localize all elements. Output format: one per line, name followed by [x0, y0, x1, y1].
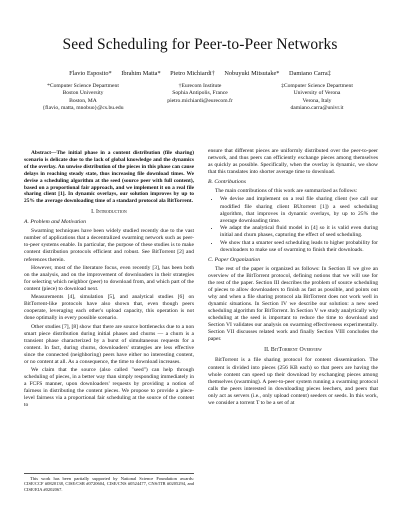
affiliation-line: Boston, MA	[69, 97, 97, 104]
subsection-heading: C. Paper Organization	[208, 256, 261, 263]
paragraph: BitTorrent is a file sharing protocol for content dissemination. The content is divided into pieces (256 KB each) so that peers are having the whole content can speed up their download by exchanging pieces among themselves (swarming). A peer-to-peer system running a swarming protocol calls the peers interested in downloading pieces leechers, and peers that only act as servers (i.e., only upload content) seeders or seeds. In this work, we consider a torrent T to be a set of at	[208, 357, 378, 406]
affiliation-email: pietro.michiardi@eurecom.fr	[167, 97, 233, 104]
affiliation-line: ‡Computer Science Department	[281, 83, 353, 89]
affiliation-line: Verona, Italy	[302, 97, 332, 104]
author: Flavio Esposito*	[69, 70, 112, 77]
author-list	[0, 70, 400, 77]
affiliation-line: Boston University	[62, 90, 104, 97]
contribution-list	[208, 196, 378, 253]
affiliation-line: Sophia Antipolis, France	[172, 90, 228, 97]
list-item: • We devise and implement on a real file sharing client (we call our modified file sharing client BUtorrent [1]) a seed scheduling algorithm, that improves in dynamic overlays, by up to 25% the average downloading time.	[220, 196, 378, 224]
affiliation-line: *Computer Science Department	[47, 83, 119, 89]
affiliation-bu	[28, 83, 138, 113]
footnote-text: This work has been partially supported by National Science Foundation awards: CISE/CCF #0820138, CISE/CSR #0720604, CISE/CNS #0524477, CNS/ITR #0205294, and CISE/EIA #0202067.	[24, 476, 194, 492]
list-item: • We show that a smarter seed scheduling leads to higher probability for downloaders to make use of swarming to finish their downloads.	[220, 240, 378, 254]
affiliation-line: †Eurecom Institute	[178, 83, 222, 89]
affiliation-line: University of Verona	[293, 90, 341, 97]
affiliation-eurecom	[145, 83, 255, 105]
paragraph: Other studies [7], [8] show that there are source bottlenecks due to a non smart piece distribution during initial phases and churns — a churn is a transient phase characterized by a burst of simultaneous requests for a content. In fact, during churns, downloaders' strategies are less effective since the connected (neighboring) peers have either no interesting content, or no content at all. As a consequence, the time to download increases.	[24, 323, 194, 365]
affiliation-email: damiano.carra@univr.it	[290, 105, 344, 112]
left-column	[24, 150, 194, 410]
author: Nobuyuki Mitsutake*	[224, 70, 280, 77]
paragraph: Swarming techniques have been widely studied recently due to the vast number of applications that a decentralized swarming network such as peer-to-peer systems enable. In particular, the purpose of these studies is to make content distribution protocols efficient and robust. See BitTorrent [2] and references therein.	[24, 228, 194, 263]
footnote	[24, 473, 194, 492]
right-column	[208, 148, 378, 408]
paragraph: The rest of the paper is organized as follows: In Section II we give an overview of the BitTorrent protocol, defining notions that we will use for the rest of the paper. Section III describes the problem of source scheduling of pieces to allow downloaders to finish as fast as possible, and points out why and when a file sharing protocol ala BitTorrent does not work well in dynamic situations. In Section IV we describe our solution: a new seed scheduling algorithm for BitTorrent. In Section V we study analytically why scheduling at the seed is important to reduce the time to download and Section VI validates our analysis on swarming effectiveness experimentally. Section VII discusses related work and finally Section VIII concludes the paper.	[208, 265, 378, 343]
author: Ibrahim Matta*	[121, 70, 161, 77]
author: Damiano Carra‡	[289, 70, 331, 77]
paragraph: ensure that different pieces are uniformly distributed over the peer-to-peer network, and thus peers can efficiently exchange pieces among themselves as quickly as possible. Specifically, when the overlay is dynamic, we show that this translates into shorter average time to download.	[208, 148, 378, 176]
paragraph: The main contributions of this work are summarized as follows:	[215, 188, 358, 195]
paragraph: We claim that the source (also called "seed") can help through scheduling of pieces, in a better way than simply responding immediately in a FCFS manner, upon downloaders' requests by providing a notion of fairness in distributing the content pieces. We propose to provide a piece-level fairness via a proportional fair scheduling at the source of the content to	[24, 366, 194, 409]
author: Pietro Michiardi†	[170, 70, 215, 77]
subsection-heading: A. Problem and Motivation	[24, 219, 87, 226]
section-heading: I. Introduction	[91, 209, 127, 216]
paragraph: However, most of the literature focus, even recently [3], has been both on the analysis, and on the improvement of downloaders in their strategies for selecting which neighbor (peer) to download from, and which part of the content (piece) to download next.	[24, 264, 194, 292]
list-item: • We adapt the analytical fluid model in [4] so it is valid even during initial and churn phases, capturing the effect of seed scheduling.	[220, 225, 378, 239]
affiliation-email: {flavio, matta, mnobuo}@cs.bu.edu	[42, 105, 124, 112]
section-heading: II. BitTorrent Overview	[264, 347, 322, 354]
paragraph: Measurements [4], simulation [5], and analytical studies [6] on BitTorrent-like protocols have also shown that, even though peers cooperate, leveraging each other's upload capacity, this operation is not done optimally in every possible scenario.	[24, 294, 194, 322]
affiliation-verona	[262, 83, 372, 113]
paper-title: Seed Scheduling for Peer-to-Peer Networks	[62, 36, 338, 53]
abstract: Abstract—The initial phase in a content distribution (file sharing) scenario is delicate due to the lack of global knowledge and the dynamics of the overlay. An unwise distribution of the pieces in this phase can cause delays in reaching steady state, thus increasing file download times. We devise a scheduling algorithm at the seed (source peer with full content), based on a proportional fair approach, and we implement it on a real file sharing client [1]. In dynamic overlays, our solution improves by up to 25% the average downloading time of a standard protocol ala BitTorrent.	[24, 150, 194, 205]
subsection-heading: B. Contributions	[208, 179, 246, 186]
